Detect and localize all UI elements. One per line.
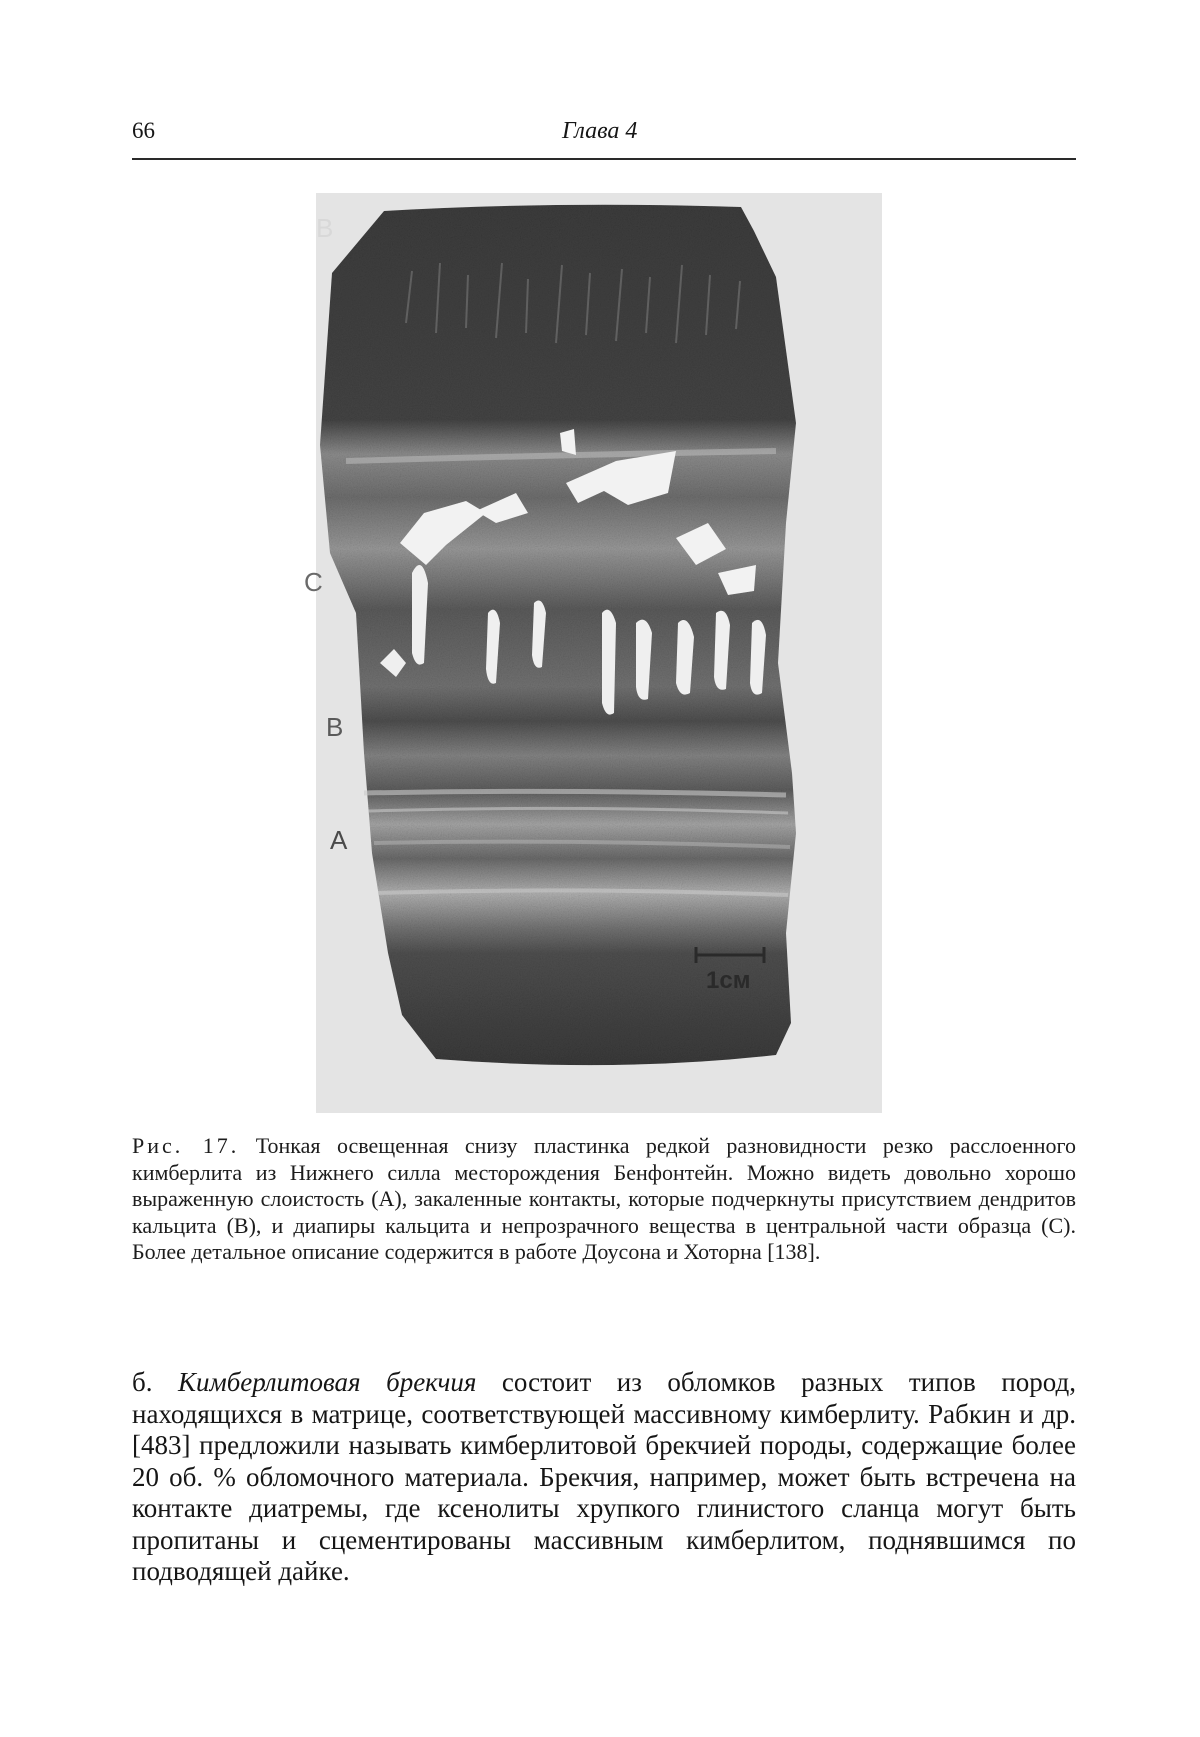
zone-label-b-middle: B bbox=[326, 712, 344, 742]
running-header bbox=[132, 118, 1076, 158]
scale-bar-label: 1см bbox=[706, 967, 751, 994]
page-number: 66 bbox=[132, 118, 155, 143]
figure-caption-text: Тонкая освещенная снизу пластинка редкой разновидности резко расслоенного кимберлита из Нижнего силла месторождения Бенфонтейн. Можно видеть довольно хорошо выраженную слоистость (А), закаленные контакты, которые подчеркнуты присутствием дендритов кальцита (В), и диапиры кальцита и непрозрачного вещества в центральной части образца (С). Более детальное описание содержится в работе Доусона и Хоторна [138]. bbox=[132, 1133, 1076, 1264]
kimberlite-specimen-photo bbox=[304, 193, 882, 1113]
term-kimberlite-breccia: Кимберлитовая брекчия bbox=[178, 1367, 477, 1397]
zone-label-a: A bbox=[330, 825, 348, 855]
paragraph-lead: б. bbox=[132, 1367, 179, 1397]
zone-label-b-top: B bbox=[316, 213, 334, 243]
body-paragraph bbox=[132, 1367, 1076, 1588]
kimberlite-photo-figure bbox=[304, 193, 882, 1113]
figure-label: Рис. 17. bbox=[132, 1133, 240, 1158]
figure-caption bbox=[132, 1133, 1076, 1266]
zone-label-c: C bbox=[304, 567, 323, 597]
paragraph-text: состоит из обломков разных типов пород, находящихся в матрице, соответствующей массивному кимберлиту. Рабкин и др. [483] предложили называть кимберлитовой брекчией породы, содержащие более 20 об. % обломочного материала. Брекчия, например, может быть встречена на контакте диатремы, где ксенолиты хрупкого глинистого сланца могут быть пропитаны и сцементированы массивным кимберлитом, поднявшимся по подводящей дайке. bbox=[132, 1367, 1076, 1586]
chapter-title: Глава 4 bbox=[562, 118, 638, 144]
header-rule bbox=[132, 158, 1076, 160]
